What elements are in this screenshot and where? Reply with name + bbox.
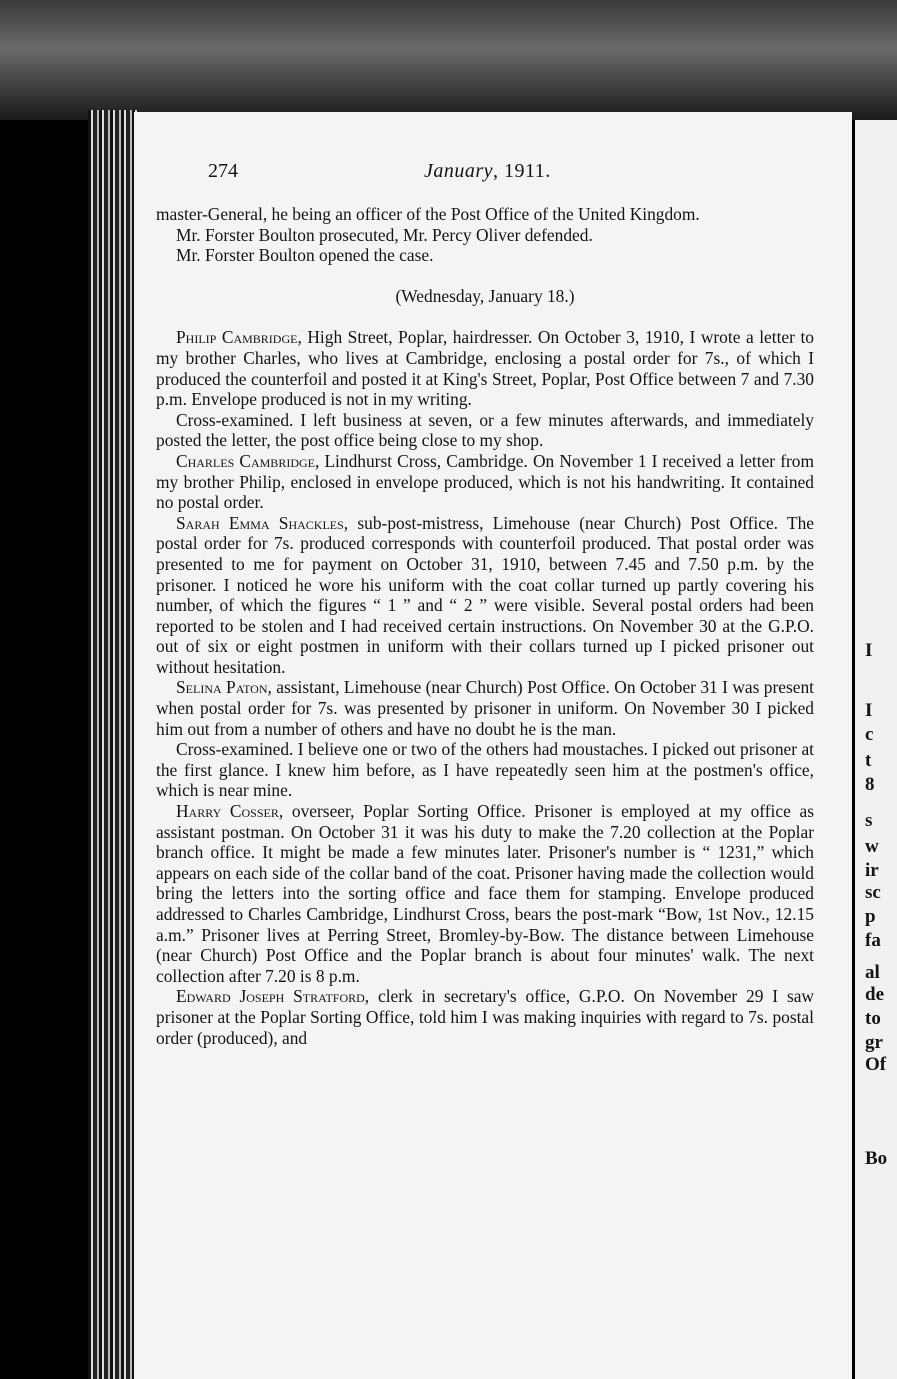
adjacent-page-fragment: 8 xyxy=(865,774,875,795)
adjacent-page-fragment: gr xyxy=(865,1032,883,1053)
adjacent-page-fragment: ir xyxy=(865,860,879,881)
body-text xyxy=(156,204,814,1048)
witness-testimony: , assistant, Limehouse (near Church) Post Office. On October 31 I was present when postal order for 7s. was presented by prisoner in uniform. On November 30 I picked him out from a number of others and have no doubt he is the man. xyxy=(156,677,814,739)
running-head-year: , 1911. xyxy=(493,160,551,182)
witness-paragraph xyxy=(156,801,814,986)
running-head xyxy=(424,160,551,183)
witness-testimony: , clerk in secretary's office, G.P.O. On November 29 I saw prisoner at the Poplar Sorting Office, told him I was making inquiries with regard to 7s. postal order (produced), and xyxy=(156,986,814,1048)
adjacent-page-fragment: to xyxy=(865,1008,881,1029)
hearing-date: (Wednesday, January 18.) xyxy=(395,285,575,306)
witness-name: Selina Paton xyxy=(176,677,268,698)
page-header xyxy=(134,160,852,190)
adjacent-page-fragment: s xyxy=(865,810,873,831)
witness-testimony: , sub-post-mistress, Limehouse (near Church) Post Office. The postal order for 7s. produced corresponds with counterfoil produced. That postal order was presented to me for payment on October 31, 1910, between 7.45 and 7.50 p.m. by the prisoner. I noticed he wore his uniform with the coat collar turned up partly covering his number, of which the figures “ 1 ” and “ 2 ” were visible. Several postal orders had been reported to be stolen and I had received certain instructions. On November 30 at the G.P.O. out of six or eight postmen in uniform with their collars turned up I picked prisoner out without hesitation. xyxy=(156,512,814,677)
witness-name: Edward Joseph Stratford xyxy=(176,986,365,1007)
witness-paragraph xyxy=(156,451,814,513)
adjacent-page-fragment: sc xyxy=(865,882,881,903)
paragraph: Cross-examined. I believe one or two of the others had moustaches. I picked out prisoner at the first glance. I knew him before, as I have repeatedly seen him at the postmen's office, which is near mine. xyxy=(156,739,814,801)
paragraph: Mr. Forster Boulton opened the case. xyxy=(176,245,434,266)
witness-paragraph xyxy=(156,327,814,409)
adjacent-page-fragment: al xyxy=(865,962,880,983)
witness-paragraph xyxy=(156,677,814,739)
adjacent-page-fragment: fa xyxy=(865,930,881,951)
scan-background xyxy=(0,0,897,120)
paragraph: Cross-examined. I left business at seven, or a few minutes afterwards, and immediately posted the letter, the post office being close to my shop. xyxy=(156,409,814,451)
book-page xyxy=(134,112,852,1379)
witness-name: Harry Cosser xyxy=(176,801,279,822)
witness-paragraph xyxy=(156,986,814,1048)
adjacent-page-fragment: de xyxy=(865,984,884,1005)
adjacent-page-fragment: Of xyxy=(865,1054,887,1075)
book-binding xyxy=(88,110,138,1379)
adjacent-page-fragment: I xyxy=(865,700,873,721)
running-head-month: January xyxy=(424,160,494,182)
adjacent-page-fragment: Bo xyxy=(865,1148,888,1169)
paragraph: Mr. Forster Boulton prosecuted, Mr. Percy Oliver defended. xyxy=(176,224,593,245)
adjacent-page-fragment: I xyxy=(865,640,873,661)
paragraph: master-General, he being an officer of the Post Office of the United Kingdom. xyxy=(156,204,700,224)
witness-name: Charles Cambridge xyxy=(176,450,315,471)
adjacent-page-fragment: w xyxy=(865,836,879,857)
witness-testimony: , High Street, Poplar, hairdresser. On October 3, 1910, I wrote a letter to my brother Charles, who lives at Cambridge, enclosing a postal order for 7s., of which I produced the counterfoil and posted it at King's Street, Poplar, Post Office between 7 and 7.30 p.m. Envelope produced is not in my writing. xyxy=(156,327,814,410)
adjacent-page-edge xyxy=(852,120,897,1379)
witness-name: Philip Cambridge xyxy=(176,327,298,348)
adjacent-page-fragment: p xyxy=(865,906,876,927)
page-number: 274 xyxy=(208,160,238,182)
witness-paragraph xyxy=(156,513,814,678)
witness-testimony: , Lindhurst Cross, Cambridge. On November 1 I received a letter from my brother Philip, enclosed in envelope produced, which is not his handwriting. It contained no postal order. xyxy=(156,450,815,513)
adjacent-page-fragment: c xyxy=(865,724,874,745)
adjacent-page-fragment: t xyxy=(865,750,872,771)
witness-name: Sarah Emma Shackles xyxy=(176,512,344,533)
witness-testimony: , overseer, Poplar Sorting Office. Prisoner is employed at my office as assistant postman. On October 31 it was his duty to make the 7.20 collection at the Poplar branch office. It might be made a few minutes later. Prisoner's number is “ 1231,” which appears on each side of the collar band of the coat. Prisoner having made the collection would bring the letters into the sorting office and face them for stamping. Envelope produced addressed to Charles Cambridge, Lindhurst Cross, bears the post-mark “Bow, 1st Nov., 12.15 a.m.” Prisoner lives at Perring Street, Bromley-by-Bow. The distance between Limehouse (near Church) Post Office and the Poplar branch is about four minutes' walk. The next collection after 7.20 is 8 p.m. xyxy=(156,801,814,986)
